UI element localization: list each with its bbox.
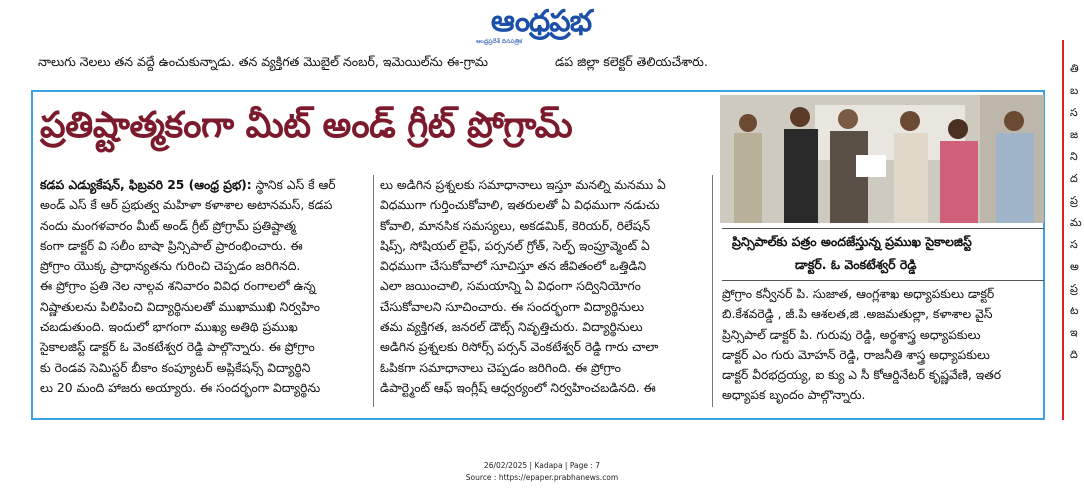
article-line: ప్రోగ్రాం కన్వీనర్ పి. సుజాత, ఆంగ్లశాఖ అధ్యాపకులు డాక్టర్ <box>722 287 995 301</box>
article-column-1 <box>40 175 336 398</box>
article-line: నందు మంగళవారం మీట్ అండ్ గ్రీట్ ప్రోగ్రామ్ ప్రతిష్టాత్మ <box>40 218 296 233</box>
article-line: షిప్స్, సోషియల్ లైఫ్, పర్సనల్ గ్రోత్, సెల్ఫ్ ఇంప్రూవ్మెంట్ ఏ <box>380 238 650 253</box>
article-line: విధముగా చేసుకోవాలో సూచిస్తూ తన జీవితంలో ఒత్తిడిని <box>380 259 647 274</box>
photo-caption-line-1: ప్రిన్సిపాల్‌కు పత్రం అందజేస్తున్న ప్రముఖ సైకాలజిస్ట్ <box>732 234 972 249</box>
article-line: కోవాలి, మానసిక సమస్యలు, అకడమిక్, కెరియర్, రిలేషన్ <box>380 218 651 233</box>
adjacent-char: అ <box>1070 260 1079 273</box>
masthead-tagline: ఆంధ్రప్రదేశ్ దినపత్రిక <box>476 38 523 45</box>
article-line: ప్రోగ్రాం యొక్క ప్రాధాన్యతను గురించి చెప్పడం జరిగినది. <box>40 259 301 274</box>
footer-source: Source : https://epaper.prabhanews.com <box>465 473 619 482</box>
article-line: ఈ ప్రోగ్రాం ప్రతి నెల నాల్గవ శనివారం వివిధ రంగాలలో ఉన్న <box>40 279 316 294</box>
article-line: విధముగా గుర్తించుకోవాలి, ఇతరులతో ఏ విధముగా నడుచు <box>380 198 660 213</box>
top-snippet-left: నాలుగు నెలలు తన వద్దే ఉంచుకున్నాడు. తన వ్యక్తిగత మొబైల్ నంబర్, ఇమెయిల్‌ను ఈ-గ్రామ <box>38 54 488 69</box>
article-line: ఓపికగా సమాధానాలు చెప్పడం జరిగింది. ఈ ప్రోగ్రాం <box>380 360 621 375</box>
article-line: నిష్ణాతులను పిలిపించి విద్యార్థినులతో ముఖాముఖి నిర్వహిం <box>40 299 320 314</box>
adjacent-char: తి <box>1070 62 1079 75</box>
adjacent-char: స <box>1070 238 1078 251</box>
adjacent-char: ని <box>1070 150 1078 163</box>
article-line: లు 20 మంది హాజరు అయ్యారు. ఈ సందర్భంగా విద్యార్థిను <box>40 380 321 395</box>
article-line: ప్రిన్సిపాల్ డాక్టర్ పి. గురువు రెడ్డి, అర్థశాస్త్ర అధ్యాపకులు <box>722 327 981 342</box>
article-column-3 <box>722 284 1001 406</box>
column-divider <box>712 175 713 407</box>
article-line: డిపార్ట్మెంట్ ఆఫ్ ఇంగ్లీష్ ఆధ్వర్యంలో నిర్వహించబడినది. ఈ <box>380 380 656 395</box>
adjacent-char: స <box>1070 106 1078 119</box>
column-rule-red <box>1062 40 1064 420</box>
caption-rule <box>722 280 1044 281</box>
photo-caption-line-2: డాక్టర్. ఓ వెంకటేశ్వర్ రెడ్డి <box>795 257 917 272</box>
top-snippet-right: డప జిల్లా కలెక్టర్ తెలియచేశారు. <box>555 54 708 69</box>
adjacent-char: ది <box>1070 348 1078 361</box>
adjacent-char: ట <box>1070 304 1079 317</box>
article-line: ఎలా జయించాలి, సమయాన్ని ఏ విధంగా సద్వినియోగం <box>380 279 641 294</box>
adjacent-char: మ <box>1070 216 1082 229</box>
dateline-line: కడప ఎడ్యుకేషన్, ఫిబ్రవరి 25 (ఆంధ్ర ప్రభ): స్థానిక ఎస్ కే ఆర్ <box>40 178 336 192</box>
adjacent-char: ద <box>1070 172 1078 185</box>
article-headline: ప్రతిష్టాత్మకంగా మీట్ అండ్ గ్రీట్ ప్రోగ్రామ్ <box>40 105 573 146</box>
footer-date-edition: 26/02/2025 | Kadapa | Page : 7 <box>483 461 601 470</box>
article-line: చేసుకోవాలని సూచించారు. ఈ సందర్భంగా విద్యార్థినులు <box>380 299 645 314</box>
adjacent-char: ప్ర <box>1070 194 1078 207</box>
masthead-logo <box>466 4 616 44</box>
adjacent-article-strip <box>1062 40 1084 420</box>
caption-rule <box>722 228 1044 229</box>
article-dateline: కడప ఎడ్యుకేషన్, ఫిబ్రవరి 25 (ఆంధ్ర ప్రభ): <box>40 178 252 192</box>
article-line: చబడుతుంది. ఇందులో భాగంగా ముఖ్య అతిథి ప్రముఖ <box>40 320 298 335</box>
article-line: తమ వ్యక్తిగత, జనరల్ డౌట్స్ నివృత్తిచురు. విద్యార్థినులు <box>380 320 643 335</box>
adjacent-char: ప్ర <box>1070 282 1078 295</box>
article-line: అడిగిన ప్రశ్నలకు రిసోర్స్ పర్సన్ వెంకటేశ్వర్ రెడ్డి గారు చాలా <box>380 340 659 355</box>
article-line: సైకాలజిస్ట్ డాక్టర్ ఓ వెంకటేశ్వర రెడ్డి పాల్గొన్నారు. ఈ ప్రోగ్రాం <box>40 340 315 355</box>
masthead-title: ఆంధ్రప్రభ <box>490 4 592 39</box>
article-line: బి.కేశవరెడ్డి , జీ.పి ఆశలత,జి .అజమతుల్లా, కళాశాల వైస్ <box>722 307 993 322</box>
adjacent-char: ఇ <box>1070 326 1078 339</box>
article-line: డాక్టర్ ఎం గురు మోహన్ రెడ్డి, రాజనీతి శాస్త్ర అధ్యాపకులు <box>722 347 990 362</box>
article-line: అధ్యాపక బృందం పాల్గొన్నారు. <box>722 388 866 403</box>
article-line: అండ్ ఎస్ కే ఆర్ ప్రభుత్వ మహిళా కళాశాల అటానమస్, కడప <box>40 198 333 213</box>
article-line: లు అడిగిన ప్రశ్నలకు సమాధానాలు ఇస్తూ మనల్ని మనము ఏ <box>380 178 666 192</box>
article-line: డాక్టర్ వీరభద్రయ్య, ఐ క్యు ఎ సీ కోఆర్డినేటర్ కృష్ణవేణి, ఇతర <box>722 368 1002 383</box>
article-photo <box>720 95 1044 223</box>
article-column-2 <box>380 175 666 398</box>
photo-illustration <box>720 95 1044 223</box>
article-line: కు రెండవ సెమిస్టర్ బీకాం కంప్యూటర్ అప్లికేషన్స్ విద్యార్థిని <box>40 360 311 375</box>
column-divider <box>373 175 374 407</box>
adjacent-char: జ <box>1070 128 1079 141</box>
adjacent-char: బ <box>1070 84 1079 97</box>
article-line: కంగా డాక్టర్ వి సలీం బాషా ప్రిన్సిపాల్ ప్రారంభించారు. ఈ <box>40 238 303 253</box>
